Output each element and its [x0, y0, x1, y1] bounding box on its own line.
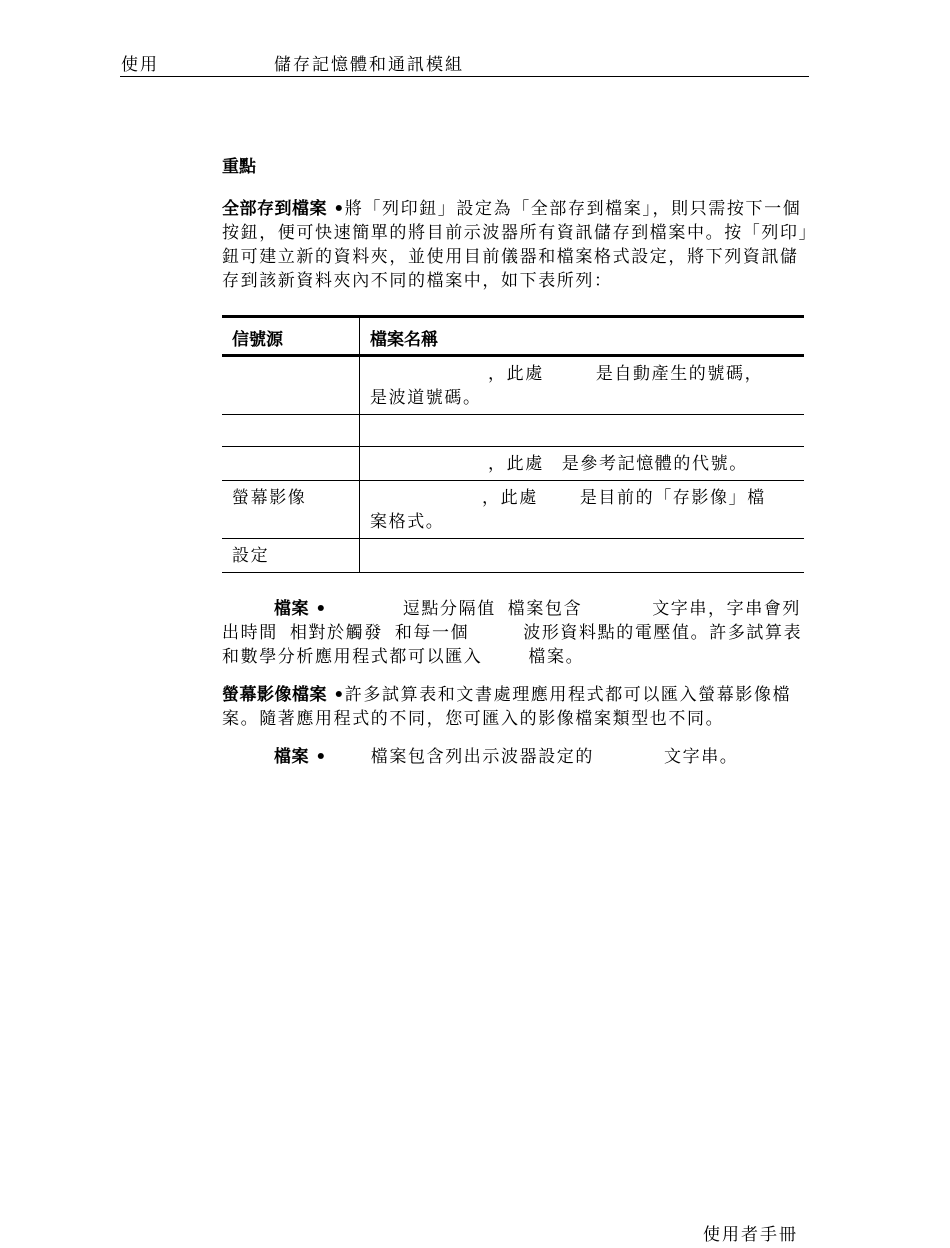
section-heading: 重點	[222, 157, 256, 177]
paragraph-text: 將「列印鈕」設定為「全部存到檔案」，則只需按下一個按鈕，便可快速簡單的將目前示波器所有資訊儲存到檔案中。按「列印」鈕可建立新的資料夾，並使用目前儀器和檔案格式設定，將下列資訊儲存到該新資料夾內不同的檔案中，如下表所列：	[222, 199, 809, 291]
table-cell-source: 螢幕影像	[222, 481, 360, 539]
footer-manual-title: 使用者手冊	[703, 1225, 798, 1245]
table-cell-source: 設定	[222, 539, 360, 573]
table-cell-filename: ，此處 是參考記憶體的代號。	[360, 447, 805, 481]
paragraph-lead: 全部存到檔案 •	[222, 199, 345, 219]
header-left-title: 使用	[121, 55, 159, 75]
page-content	[222, 155, 810, 783]
header-rule	[120, 76, 809, 77]
table-header-source: 信號源	[222, 317, 360, 356]
table-cell-source	[222, 415, 360, 447]
table-cell-source	[222, 447, 360, 481]
paragraph-lead: 檔案 •	[274, 599, 327, 619]
table-cell-filename: ，此處 是自動產生的號碼， 是波道號碼。	[360, 356, 805, 415]
paragraph-screen-image: 螢幕影像檔案 •許多試算表和文書處理應用程式都可以匯入螢幕影像檔案。隨著應用程式的不同，您可匯入的影像檔案類型也不同。	[222, 685, 792, 729]
paragraph-save-all	[222, 197, 810, 293]
table-cell-filename	[360, 415, 805, 447]
file-table	[222, 315, 804, 573]
table-cell-source	[222, 356, 360, 415]
table-cell-filename: ，此處 是目前的「存影像」檔 案格式。	[360, 481, 805, 539]
paragraph-lead: 檔案 •	[274, 747, 327, 767]
table-row	[222, 356, 804, 415]
table-cell-filename	[360, 539, 805, 573]
table-row	[222, 415, 804, 447]
paragraph-lead: 螢幕影像檔案 •	[222, 685, 345, 705]
table-row	[222, 539, 804, 573]
table-row	[222, 447, 804, 481]
table-header-filename: 檔案名稱	[360, 317, 805, 356]
paragraph-setup-file: 檔案 • 檔案包含列出示波器設定的 文字串。	[274, 747, 739, 767]
table-row	[222, 481, 804, 539]
paragraph-csv-file: 檔案 • 逗點分隔值 檔案包含 文字串，字串會列出時間 相對於觸發 和每一個 波形資料點的電壓值。許多試算表和數學分析應用程式都可以匯入 檔案。	[222, 599, 803, 667]
header-chapter-title: 儲存記憶體和通訊模組	[274, 55, 464, 75]
